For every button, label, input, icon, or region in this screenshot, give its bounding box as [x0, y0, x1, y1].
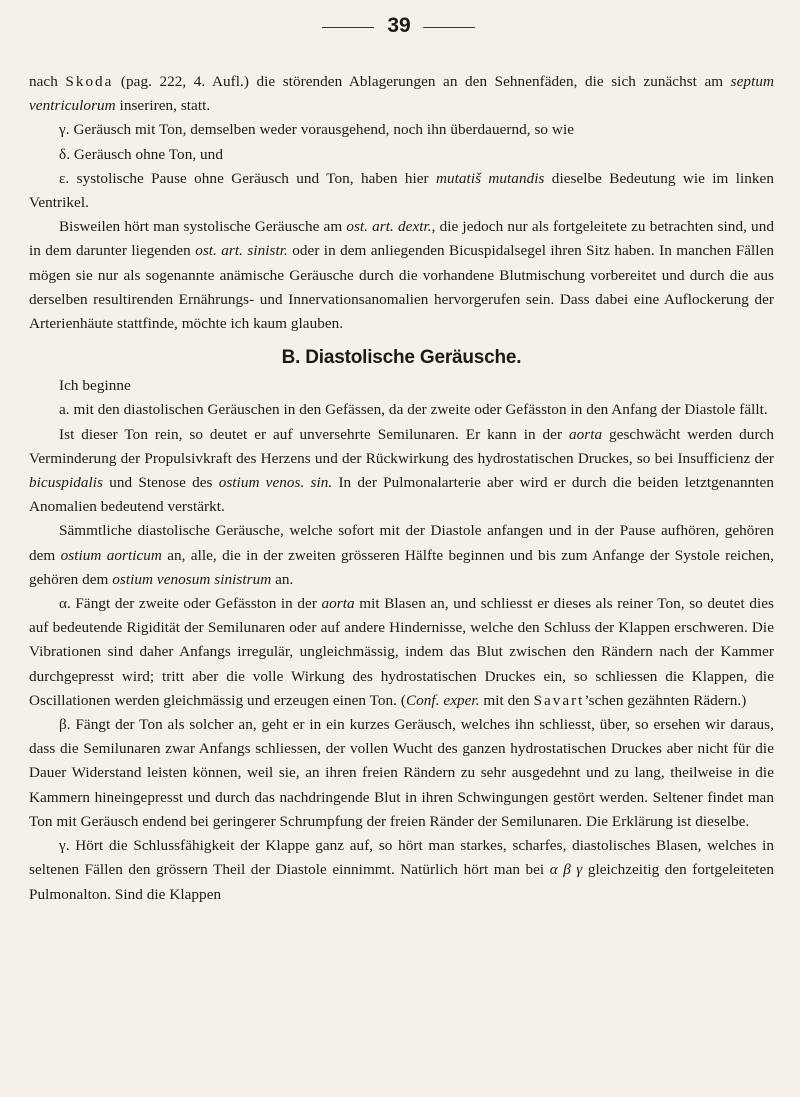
paragraph-saemmtliche: Sämmtliche diastolische Geräusche, welche sofort mit der Diastole anfangen und in der Pause aufhören, gehören dem ostium aorticum an, alle, die in der zweiten grösseren Hälfte beginnen und bis zum Anfange der Systole reichen, gehören dem ostium venosum sinistrum an. [29, 522, 774, 588]
term-conf-exper: Conf. exper. [405, 691, 480, 709]
paragraph-delta: δ. Geräusch ohne Ton, und [59, 145, 223, 163]
term-aorta: aorta [568, 425, 603, 443]
paragraph-gamma: γ. Geräusch mit Ton, demselben weder vorausgehend, noch ihn überdauernd, so wie [59, 121, 574, 139]
paragraph-epsilon: ε. systolische Pause ohne Geräusch und Ton, haben hier mutatiš mutandis dieselbe Bedeutung wie im linken Ventrikel. [29, 169, 774, 212]
term-ostium-venos: ostium venos. sin. [218, 474, 333, 492]
header-rule-right [423, 27, 475, 28]
term-ost-art-dextr: ost. art. dextr. [346, 218, 432, 236]
term-mutatis: mutatiš mutandis [435, 169, 545, 187]
term-ostium-aorticum: ostium aorticum [60, 546, 162, 564]
paragraph-bisweilen: Bisweilen hört man systolische Geräusche am ost. art. dextr., die jedoch nur als fortgeleitete zu betrachten sind, und in dem darunter liegenden ost. art. sinistr. oder in dem anliegenden Bicuspidalsegel ihren Sitz haben. In manchen Fällen mögen sie nur als sogenannte anämische Geräusche durch die vorhandene Blutmischung vorbereitet und durch die aus derselben resultirenden Ernährungs- und Innervationsanomalien hervorgerufen sein. Dass dabei eine Auflockerung der Arterienhäute stattfinde, möchte ich kaum glauben. [29, 218, 775, 333]
author-skoda: Skoda [65, 73, 114, 90]
author-savart: Savart [533, 691, 585, 709]
paragraph-alpha: α. Fängt der zweite oder Gefässton in der aorta mit Blasen an, und schliesst er dieses als reiner Ton, so deutet dies auf bedeutende Rigidität der Semilunaren oder auf andere Hindernisse, welche den Schluss der Klappen erschweren. Die Vibrationen sind daher Anfangs irregulär, ungleichmässig, indem das Blut zwischen den Rändern nach der Kammer durchgepresst wird; tritt aber die volle Wirkung des hydrostatischen Druckes ein, so schliessen die Klappen, die Oscillationen werden gleichmässig und erzeugen einen Ton. (Conf. exper. mit den Savart’schen gezähnten Rädern.) [29, 595, 774, 709]
header-rule-left [322, 27, 374, 28]
paragraph-skoda: nach Skoda (pag. 222, 4. Aufl.) die störenden Ablagerungen an den Sehnenfäden, die sich zunächst am septum ventriculorum inseriren, statt. [29, 73, 774, 115]
paragraph-beta: β. Fängt der Ton als solcher an, geht er in ein kurzes Geräusch, welches ihn schliesst, über, so ersehen wir daraus, dass die Semilunaren zwar Anfangs schliessen, der vollen Wucht des ganzen hydrostatischen Druckes aber nicht für die Dauer Widerstand leisten können, weil sie, an ihren freien Rändern zu sehr ausgedehnt und zu lang, theilweise in die Kammern hineingepresst und durch das nachdringende Blut in ihren Schwingungen gestört werden. Seltener findet man Ton mit Geräusch endend bei geringerer Schrumpfung der freien Ränder der Semilunaren. Die Erklärung ist dieselbe. [29, 716, 774, 830]
paragraph-a: a. mit den diastolischen Geräuschen in den Gefässen, da der zweite oder Gefässton in den Anfang der Diastole fällt. [59, 401, 768, 419]
section-heading: B. Diastolische Geräusche. [281, 347, 522, 369]
body-text [29, 70, 774, 907]
term-greek-letters: α β γ [549, 861, 583, 879]
paragraph-ist-dieser-ton: Ist dieser Ton rein, so deutet er auf unversehrte Semilunaren. Er kann in der aorta geschwächt werden durch Verminderung der Propulsivkraft des Herzens und der Rückwirkung des hydrostatischen Druckes, so bei Insufficienz der bicuspidalis und Stenose des ostium venos. sin. In der Pulmonalarterie aber wird er durch die beiden letztgenannten Anomalien bedeutend verstärkt. [29, 425, 774, 516]
term-bicuspidalis: bicuspidalis [29, 474, 104, 492]
paragraph-gamma-2: γ. Hört die Schlussfähigkeit der Klappe ganz auf, so hört man starkes, scharfes, diastolisches Blasen, welches in seltenen Fällen den grössern Theil der Diastole einnimmt. Natürlich hört man bei α β γ gleichzeitig den fortgeleiteten Pulmonalton. Sind die Klappen [29, 837, 774, 903]
page-header [0, 14, 800, 38]
paragraph-ich-beginne: Ich beginne [59, 377, 131, 395]
page-number: 39 [387, 14, 411, 37]
term-aorta-2: aorta [321, 595, 355, 613]
term-ost-art-sinistr: ost. art. sinistr. [195, 242, 288, 260]
term-septum: septum ventriculorum [29, 73, 774, 115]
term-ostium-venosum: ostium venosum sinistrum [112, 570, 272, 588]
